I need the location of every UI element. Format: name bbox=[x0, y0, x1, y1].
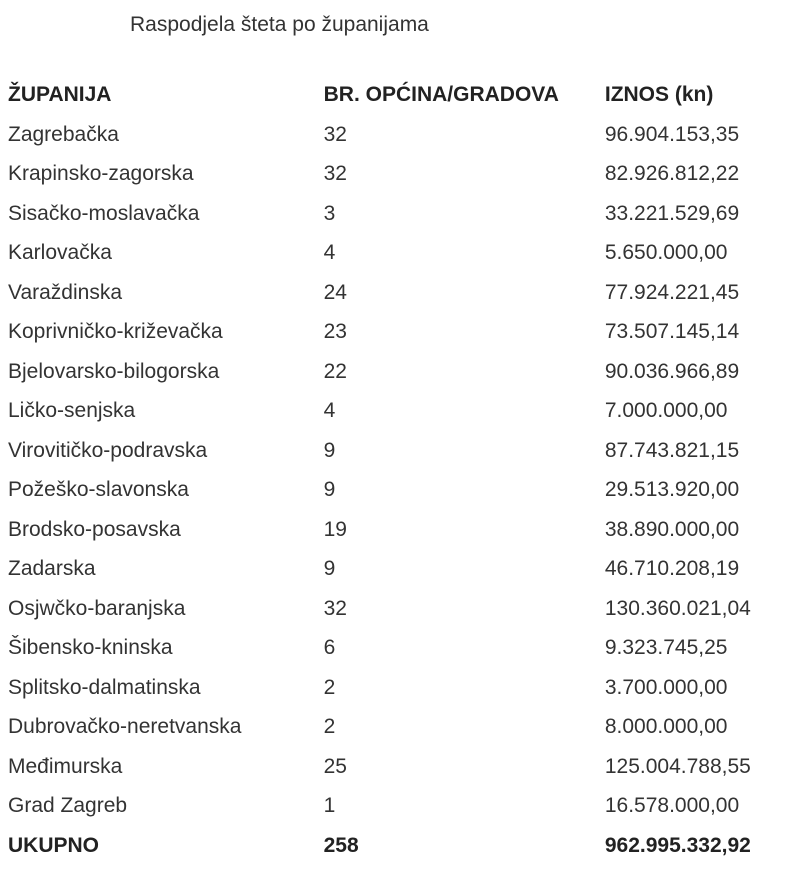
table-row bbox=[0, 273, 800, 313]
table-row bbox=[0, 312, 800, 352]
cell-county: Brodsko-posavska bbox=[8, 517, 181, 541]
cell-count: 2 bbox=[323, 715, 336, 738]
cell-county: Sisačko-moslavačka bbox=[8, 201, 200, 225]
cell-county: Zadarska bbox=[8, 557, 96, 580]
cell-amount: 46.710.208,19 bbox=[604, 557, 740, 580]
cell-count: 22 bbox=[323, 359, 347, 383]
table-row bbox=[0, 352, 800, 392]
table-row bbox=[0, 668, 800, 708]
cell-count: 25 bbox=[323, 754, 347, 778]
cell-count: 9 bbox=[323, 478, 336, 501]
cell-county: Ličko-senjska bbox=[8, 399, 136, 422]
cell-amount: 16.578.000,00 bbox=[604, 794, 740, 817]
cell-count: 1 bbox=[323, 794, 336, 817]
table-row bbox=[0, 391, 800, 431]
cell-count: 19 bbox=[323, 517, 347, 541]
table-header-row bbox=[0, 75, 800, 115]
cell-county: Požeško-slavonska bbox=[8, 478, 189, 501]
cell-county: Krapinsko-zagorska bbox=[8, 162, 194, 185]
cell-count: 32 bbox=[323, 122, 347, 146]
table-body bbox=[0, 115, 800, 826]
table-row bbox=[0, 549, 800, 589]
cell-amount: 29.513.920,00 bbox=[604, 478, 740, 501]
cell-amount: 33.221.529,69 bbox=[604, 201, 740, 225]
cell-amount: 125.004.788,55 bbox=[604, 754, 751, 778]
damage-table bbox=[0, 75, 800, 865]
cell-amount: 7.000.000,00 bbox=[604, 399, 728, 422]
table-row bbox=[0, 628, 800, 668]
cell-count: 4 bbox=[323, 241, 336, 264]
cell-county: Koprivničko-križevačka bbox=[8, 320, 223, 343]
cell-count: 2 bbox=[323, 675, 336, 699]
header-count: BR. OPĆINA/GRADOVA bbox=[323, 83, 559, 106]
cell-amount: 73.507.145,14 bbox=[604, 320, 740, 343]
table-row bbox=[0, 470, 800, 510]
cell-county: Varaždinska bbox=[8, 280, 123, 304]
cell-amount: 87.743.821,15 bbox=[604, 438, 740, 462]
table-row bbox=[0, 510, 800, 550]
table-row bbox=[0, 194, 800, 234]
cell-count: 32 bbox=[323, 162, 347, 185]
page-title: Raspodjela šteta po županijama bbox=[130, 13, 429, 36]
total-row bbox=[0, 826, 800, 866]
cell-amount: 9.323.745,25 bbox=[604, 636, 728, 659]
table-row bbox=[0, 707, 800, 747]
table-row bbox=[0, 431, 800, 471]
header-county: ŽUPANIJA bbox=[8, 83, 112, 106]
cell-count: 9 bbox=[323, 438, 336, 462]
cell-count: 6 bbox=[323, 636, 336, 659]
total-label: UKUPNO bbox=[8, 833, 100, 857]
cell-county: Šibensko-kninska bbox=[8, 636, 173, 659]
cell-county: Osjwčko-baranjska bbox=[8, 596, 186, 620]
cell-count: 24 bbox=[323, 280, 347, 304]
table-row bbox=[0, 747, 800, 787]
cell-count: 4 bbox=[323, 399, 336, 422]
cell-amount: 3.700.000,00 bbox=[604, 675, 728, 699]
cell-amount: 82.926.812,22 bbox=[604, 162, 740, 185]
header-amount: IZNOS (kn) bbox=[604, 83, 714, 106]
cell-amount: 130.360.021,04 bbox=[604, 596, 751, 620]
cell-count: 3 bbox=[323, 201, 336, 225]
cell-county: Međimurska bbox=[8, 754, 123, 778]
table-row bbox=[0, 589, 800, 629]
cell-county: Bjelovarsko-bilogorska bbox=[8, 359, 220, 383]
cell-amount: 77.924.221,45 bbox=[604, 280, 740, 304]
total-count: 258 bbox=[323, 833, 359, 857]
cell-amount: 5.650.000,00 bbox=[604, 241, 728, 264]
cell-county: Karlovačka bbox=[8, 241, 112, 264]
cell-amount: 96.904.153,35 bbox=[604, 122, 740, 146]
cell-amount: 8.000.000,00 bbox=[604, 715, 728, 738]
cell-county: Grad Zagreb bbox=[8, 794, 128, 817]
cell-amount: 90.036.966,89 bbox=[604, 359, 740, 383]
cell-count: 32 bbox=[323, 596, 347, 620]
table-row bbox=[0, 115, 800, 155]
table-row bbox=[0, 786, 800, 826]
cell-count: 9 bbox=[323, 557, 336, 580]
cell-count: 23 bbox=[323, 320, 347, 343]
total-amount: 962.995.332,92 bbox=[604, 833, 751, 857]
table-row bbox=[0, 233, 800, 273]
cell-county: Splitsko-dalmatinska bbox=[8, 675, 201, 699]
cell-county: Virovitičko-podravska bbox=[8, 438, 208, 462]
cell-county: Zagrebačka bbox=[8, 122, 119, 146]
cell-amount: 38.890.000,00 bbox=[604, 517, 740, 541]
table-row bbox=[0, 154, 800, 194]
cell-county: Dubrovačko-neretvanska bbox=[8, 715, 242, 738]
